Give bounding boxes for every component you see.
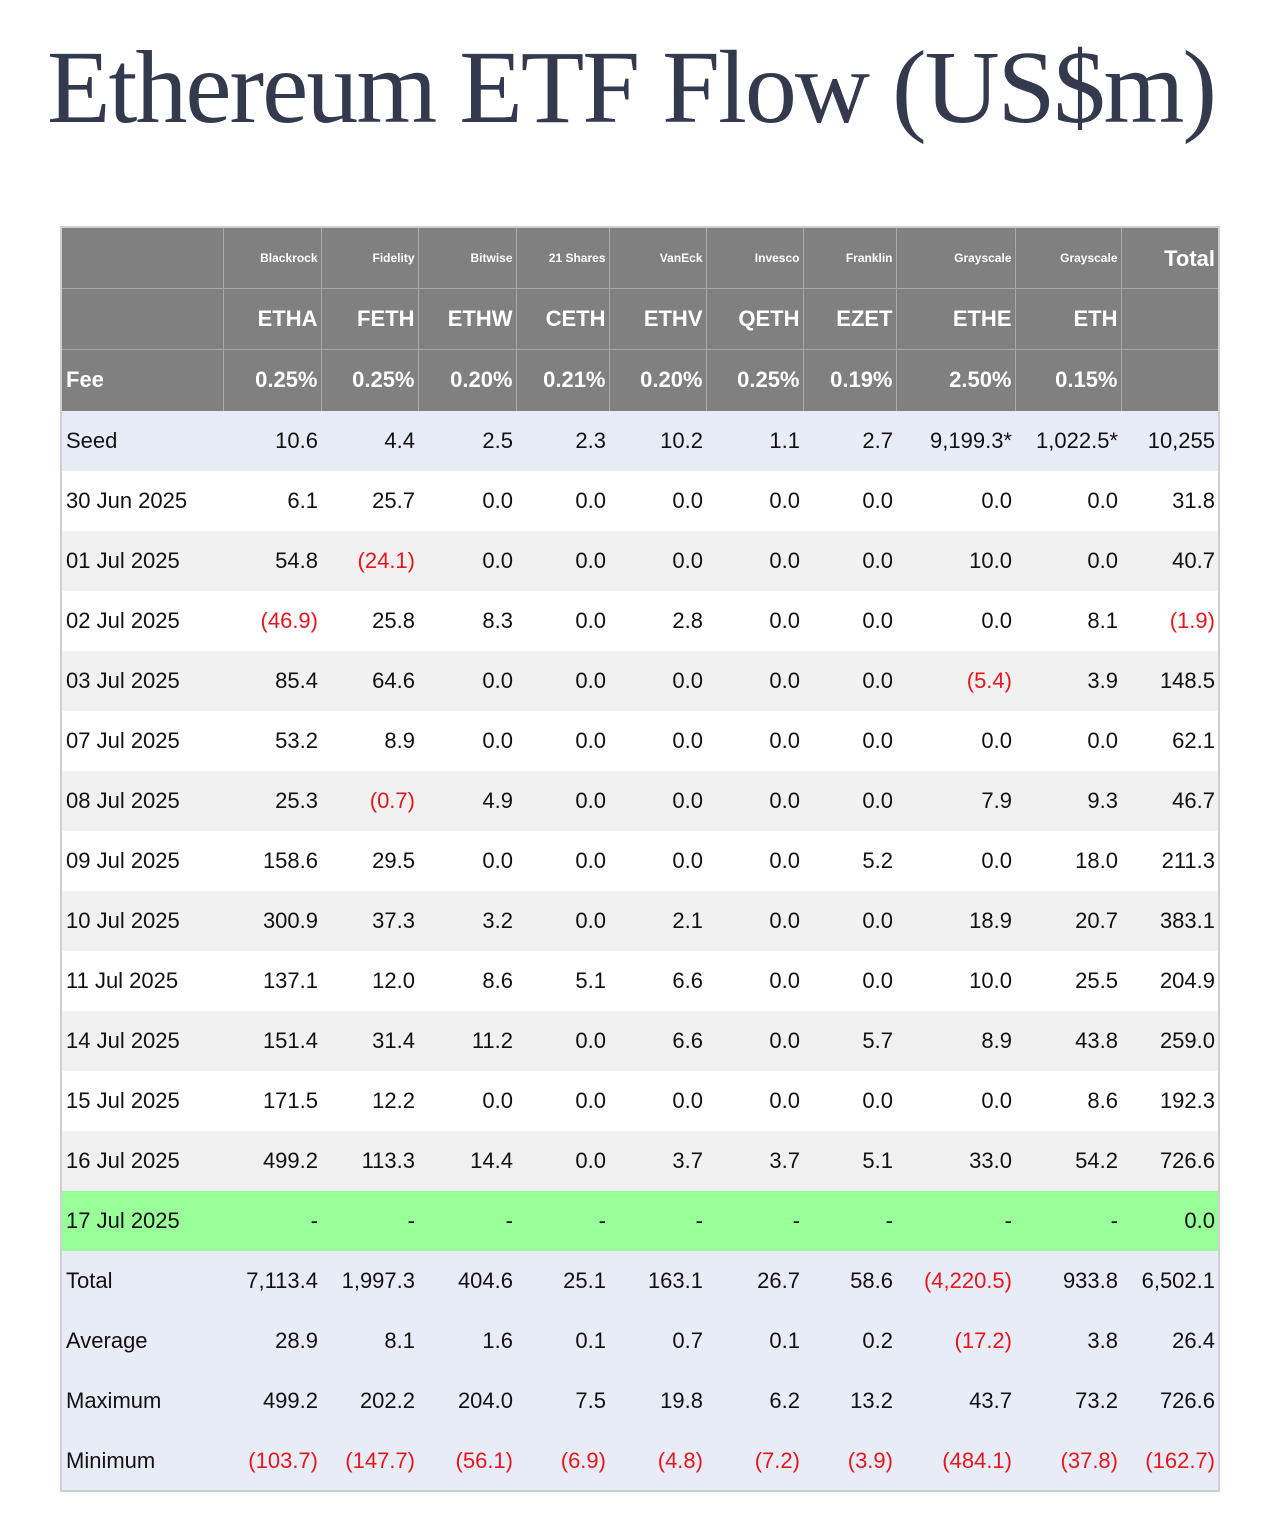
flow-cell: 11.2 <box>418 1011 516 1071</box>
flow-cell: (147.7) <box>321 1431 418 1491</box>
flow-cell: 12.0 <box>321 951 418 1011</box>
flow-cell: - <box>418 1191 516 1251</box>
flow-cell: 0.0 <box>706 831 803 891</box>
row-label: 11 Jul 2025 <box>61 951 223 1011</box>
flow-cell: 0.0 <box>706 591 803 651</box>
flow-cell: 18.9 <box>896 891 1015 951</box>
flow-cell: 0.0 <box>609 1071 706 1131</box>
flow-cell: 0.0 <box>418 531 516 591</box>
flow-cell: 137.1 <box>223 951 321 1011</box>
flow-cell: 0.0 <box>1015 531 1121 591</box>
fee-value: 0.15% <box>1015 349 1121 411</box>
flow-cell: (56.1) <box>418 1431 516 1491</box>
fee-value: 2.50% <box>896 349 1015 411</box>
flow-cell: 0.0 <box>706 471 803 531</box>
row-total-cell: 726.6 <box>1121 1131 1219 1191</box>
flow-cell: 5.2 <box>803 831 896 891</box>
flow-cell: 5.1 <box>516 951 609 1011</box>
table-row <box>61 411 1219 471</box>
flow-cell: (17.2) <box>896 1311 1015 1371</box>
flow-cell: 0.0 <box>609 471 706 531</box>
flow-cell: 7.9 <box>896 771 1015 831</box>
flow-cell: 54.2 <box>1015 1131 1121 1191</box>
flow-cell: 0.2 <box>803 1311 896 1371</box>
flow-cell: 0.0 <box>803 771 896 831</box>
table-row <box>61 591 1219 651</box>
issuer-header: 21 Shares <box>516 227 609 288</box>
issuer-header: Bitwise <box>418 227 516 288</box>
flow-cell: 0.0 <box>516 711 609 771</box>
flow-cell: 0.0 <box>516 471 609 531</box>
flow-cell: 0.0 <box>1015 711 1121 771</box>
flow-cell: 0.0 <box>896 1071 1015 1131</box>
row-total-cell: 26.4 <box>1121 1311 1219 1371</box>
flow-cell: 7.5 <box>516 1371 609 1431</box>
flow-cell: 8.3 <box>418 591 516 651</box>
flow-cell: 1,997.3 <box>321 1251 418 1311</box>
fee-value: 0.21% <box>516 349 609 411</box>
flow-cell: 0.0 <box>516 891 609 951</box>
flow-cell: 7,113.4 <box>223 1251 321 1311</box>
flow-cell: 158.6 <box>223 831 321 891</box>
flow-cell: 0.0 <box>1015 471 1121 531</box>
flow-cell: 0.0 <box>706 711 803 771</box>
issuer-header: Invesco <box>706 227 803 288</box>
flow-cell: 0.0 <box>516 831 609 891</box>
fee-value: 0.25% <box>321 349 418 411</box>
flow-cell: 171.5 <box>223 1071 321 1131</box>
flow-cell: 8.6 <box>418 951 516 1011</box>
flow-cell: (24.1) <box>321 531 418 591</box>
row-label: 03 Jul 2025 <box>61 651 223 711</box>
flow-cell: 10.2 <box>609 411 706 471</box>
flow-cell: 3.9 <box>1015 651 1121 711</box>
flow-cell: 4.9 <box>418 771 516 831</box>
flow-cell: 10.0 <box>896 531 1015 591</box>
table-row <box>61 1431 1219 1491</box>
flow-cell: 29.5 <box>321 831 418 891</box>
flow-cell: (0.7) <box>321 771 418 831</box>
flow-cell: 54.8 <box>223 531 321 591</box>
ticker-corner-cell <box>61 288 223 349</box>
flow-cell: 0.0 <box>896 831 1015 891</box>
table-row <box>61 471 1219 531</box>
flow-cell: 0.0 <box>418 711 516 771</box>
flow-cell: 5.7 <box>803 1011 896 1071</box>
row-total-cell: 383.1 <box>1121 891 1219 951</box>
flow-cell: 933.8 <box>1015 1251 1121 1311</box>
table-row <box>61 1251 1219 1311</box>
flow-cell: 0.0 <box>706 891 803 951</box>
flow-cell: 1.1 <box>706 411 803 471</box>
flow-cell: 2.1 <box>609 891 706 951</box>
flow-cell: 25.7 <box>321 471 418 531</box>
flow-cell: (7.2) <box>706 1431 803 1491</box>
row-label: 08 Jul 2025 <box>61 771 223 831</box>
flow-cell: 0.7 <box>609 1311 706 1371</box>
flow-cell: - <box>609 1191 706 1251</box>
flow-cell: (37.8) <box>1015 1431 1121 1491</box>
issuer-header: Grayscale <box>896 227 1015 288</box>
fee-value: 0.25% <box>223 349 321 411</box>
flow-cell: 0.0 <box>706 651 803 711</box>
ticker-header: ETHE <box>896 288 1015 349</box>
flow-cell: 1,022.5* <box>1015 411 1121 471</box>
flow-cell: 43.7 <box>896 1371 1015 1431</box>
table-row <box>61 891 1219 951</box>
flow-cell: (103.7) <box>223 1431 321 1491</box>
flow-cell: 25.3 <box>223 771 321 831</box>
flow-cell: 64.6 <box>321 651 418 711</box>
flow-cell: 204.0 <box>418 1371 516 1431</box>
flow-cell: 2.5 <box>418 411 516 471</box>
flow-cell: 3.8 <box>1015 1311 1121 1371</box>
row-total-cell: 148.5 <box>1121 651 1219 711</box>
fee-header-row <box>61 349 1219 411</box>
flow-cell: 0.0 <box>609 771 706 831</box>
flow-cell: 0.0 <box>803 711 896 771</box>
flow-cell: 58.6 <box>803 1251 896 1311</box>
flow-cell: (3.9) <box>803 1431 896 1491</box>
flow-cell: 43.8 <box>1015 1011 1121 1071</box>
flow-cell: 2.3 <box>516 411 609 471</box>
flow-cell: 13.2 <box>803 1371 896 1431</box>
flow-cell: 6.6 <box>609 951 706 1011</box>
ticker-header: ETHW <box>418 288 516 349</box>
flow-cell: 0.0 <box>418 471 516 531</box>
flow-cell: 8.9 <box>896 1011 1015 1071</box>
etf-flow-table <box>60 226 1220 1492</box>
flow-cell: 12.2 <box>321 1071 418 1131</box>
row-total-cell: 211.3 <box>1121 831 1219 891</box>
flow-cell: 0.0 <box>896 711 1015 771</box>
flow-cell: 0.0 <box>609 711 706 771</box>
flow-cell: 10.6 <box>223 411 321 471</box>
flow-cell: 300.9 <box>223 891 321 951</box>
flow-cell: 9,199.3* <box>896 411 1015 471</box>
table-row <box>61 531 1219 591</box>
flow-cell: 163.1 <box>609 1251 706 1311</box>
flow-cell: 0.0 <box>706 531 803 591</box>
flow-cell: - <box>223 1191 321 1251</box>
flow-cell: 0.0 <box>516 651 609 711</box>
row-label: Maximum <box>61 1371 223 1431</box>
table-row <box>61 1311 1219 1371</box>
flow-cell: 14.4 <box>418 1131 516 1191</box>
ticker-header: ETH <box>1015 288 1121 349</box>
flow-cell: (4,220.5) <box>896 1251 1015 1311</box>
ticker-header: ETHA <box>223 288 321 349</box>
row-total-cell: 204.9 <box>1121 951 1219 1011</box>
row-label: 09 Jul 2025 <box>61 831 223 891</box>
flow-cell: 1.6 <box>418 1311 516 1371</box>
flow-cell: 37.3 <box>321 891 418 951</box>
row-label: 16 Jul 2025 <box>61 1131 223 1191</box>
row-total-cell: 0.0 <box>1121 1191 1219 1251</box>
row-label: 01 Jul 2025 <box>61 531 223 591</box>
flow-cell: - <box>803 1191 896 1251</box>
flow-cell: 4.4 <box>321 411 418 471</box>
flow-cell: (484.1) <box>896 1431 1015 1491</box>
ticker-total-blank <box>1121 288 1219 349</box>
flow-cell: 8.1 <box>321 1311 418 1371</box>
flow-cell: 9.3 <box>1015 771 1121 831</box>
flow-cell: 0.0 <box>516 591 609 651</box>
flow-cell: 0.0 <box>706 771 803 831</box>
flow-cell: 20.7 <box>1015 891 1121 951</box>
flow-cell: 0.0 <box>896 471 1015 531</box>
flow-cell: 6.6 <box>609 1011 706 1071</box>
flow-cell: 0.0 <box>803 951 896 1011</box>
flow-cell: 0.0 <box>516 1131 609 1191</box>
flow-cell: 0.0 <box>896 591 1015 651</box>
total-header: Total <box>1121 227 1219 288</box>
issuer-header: Blackrock <box>223 227 321 288</box>
flow-cell: 0.0 <box>803 471 896 531</box>
table-row <box>61 771 1219 831</box>
flow-cell: 8.9 <box>321 711 418 771</box>
table-row <box>61 711 1219 771</box>
table-row <box>61 1371 1219 1431</box>
flow-cell: 10.0 <box>896 951 1015 1011</box>
table-row <box>61 651 1219 711</box>
flow-cell: (46.9) <box>223 591 321 651</box>
row-label: 07 Jul 2025 <box>61 711 223 771</box>
row-label: Seed <box>61 411 223 471</box>
row-total-cell: 259.0 <box>1121 1011 1219 1071</box>
page-title: Ethereum ETF Flow (US$m) <box>46 30 1216 145</box>
flow-cell: 0.0 <box>516 771 609 831</box>
row-label: Total <box>61 1251 223 1311</box>
issuer-header: Franklin <box>803 227 896 288</box>
row-total-cell: 31.8 <box>1121 471 1219 531</box>
flow-cell: 53.2 <box>223 711 321 771</box>
row-total-cell: (1.9) <box>1121 591 1219 651</box>
flow-cell: - <box>896 1191 1015 1251</box>
flow-cell: 19.8 <box>609 1371 706 1431</box>
row-total-cell: 6,502.1 <box>1121 1251 1219 1311</box>
row-label: 30 Jun 2025 <box>61 471 223 531</box>
row-label: 15 Jul 2025 <box>61 1071 223 1131</box>
row-label: 17 Jul 2025 <box>61 1191 223 1251</box>
ticker-header: FETH <box>321 288 418 349</box>
flow-cell: - <box>516 1191 609 1251</box>
row-total-cell: (162.7) <box>1121 1431 1219 1491</box>
flow-cell: 73.2 <box>1015 1371 1121 1431</box>
flow-cell: 113.3 <box>321 1131 418 1191</box>
flow-cell: 0.0 <box>803 531 896 591</box>
flow-cell: 8.6 <box>1015 1071 1121 1131</box>
flow-cell: 5.1 <box>803 1131 896 1191</box>
flow-cell: 0.0 <box>609 831 706 891</box>
ticker-header: ETHV <box>609 288 706 349</box>
fee-value: 0.20% <box>609 349 706 411</box>
flow-cell: 3.7 <box>706 1131 803 1191</box>
row-total-cell: 192.3 <box>1121 1071 1219 1131</box>
flow-cell: 8.1 <box>1015 591 1121 651</box>
flow-cell: 18.0 <box>1015 831 1121 891</box>
flow-cell: 33.0 <box>896 1131 1015 1191</box>
ticker-header-row <box>61 288 1219 349</box>
flow-cell: (4.8) <box>609 1431 706 1491</box>
flow-cell: 0.0 <box>706 1011 803 1071</box>
flow-cell: 6.1 <box>223 471 321 531</box>
row-label: 02 Jul 2025 <box>61 591 223 651</box>
row-total-cell: 40.7 <box>1121 531 1219 591</box>
flow-cell: 0.0 <box>803 891 896 951</box>
flow-cell: - <box>706 1191 803 1251</box>
flow-cell: 3.7 <box>609 1131 706 1191</box>
flow-cell: 0.0 <box>803 651 896 711</box>
row-label: 10 Jul 2025 <box>61 891 223 951</box>
flow-cell: 0.0 <box>706 951 803 1011</box>
flow-cell: 26.7 <box>706 1251 803 1311</box>
table-row <box>61 1011 1219 1071</box>
row-total-cell: 726.6 <box>1121 1371 1219 1431</box>
header-corner-cell <box>61 227 223 288</box>
flow-cell: 3.2 <box>418 891 516 951</box>
ticker-header: CETH <box>516 288 609 349</box>
flow-cell: 0.0 <box>609 531 706 591</box>
ticker-header: QETH <box>706 288 803 349</box>
issuer-header: VanEck <box>609 227 706 288</box>
flow-cell: 404.6 <box>418 1251 516 1311</box>
row-total-cell: 62.1 <box>1121 711 1219 771</box>
flow-cell: (5.4) <box>896 651 1015 711</box>
fee-value: 0.20% <box>418 349 516 411</box>
row-label: 14 Jul 2025 <box>61 1011 223 1071</box>
fee-label: Fee <box>61 349 223 411</box>
fee-total-blank <box>1121 349 1219 411</box>
issuer-header: Fidelity <box>321 227 418 288</box>
row-total-cell: 46.7 <box>1121 771 1219 831</box>
row-label: Average <box>61 1311 223 1371</box>
table-row <box>61 1071 1219 1131</box>
flow-cell: (6.9) <box>516 1431 609 1491</box>
flow-cell: 0.0 <box>516 1071 609 1131</box>
flow-cell: 2.7 <box>803 411 896 471</box>
flow-cell: 0.0 <box>516 531 609 591</box>
issuer-header-row <box>61 227 1219 288</box>
row-total-cell: 10,255 <box>1121 411 1219 471</box>
flow-cell: 499.2 <box>223 1131 321 1191</box>
flow-cell: 202.2 <box>321 1371 418 1431</box>
fee-value: 0.25% <box>706 349 803 411</box>
flow-cell: 25.5 <box>1015 951 1121 1011</box>
table-row <box>61 951 1219 1011</box>
flow-cell: 0.0 <box>803 1071 896 1131</box>
flow-cell: - <box>321 1191 418 1251</box>
flow-cell: - <box>1015 1191 1121 1251</box>
ticker-header: EZET <box>803 288 896 349</box>
flow-cell: 85.4 <box>223 651 321 711</box>
flow-cell: 0.1 <box>516 1311 609 1371</box>
fee-value: 0.19% <box>803 349 896 411</box>
flow-cell: 0.0 <box>418 651 516 711</box>
flow-cell: 0.0 <box>706 1071 803 1131</box>
table-row <box>61 1131 1219 1191</box>
row-label: Minimum <box>61 1431 223 1491</box>
flow-cell: 6.2 <box>706 1371 803 1431</box>
flow-cell: 0.0 <box>803 591 896 651</box>
flow-cell: 2.8 <box>609 591 706 651</box>
flow-cell: 0.1 <box>706 1311 803 1371</box>
flow-cell: 0.0 <box>609 651 706 711</box>
flow-cell: 25.8 <box>321 591 418 651</box>
flow-cell: 0.0 <box>418 831 516 891</box>
table-row <box>61 831 1219 891</box>
flow-cell: 151.4 <box>223 1011 321 1071</box>
flow-cell: 0.0 <box>418 1071 516 1131</box>
flow-cell: 499.2 <box>223 1371 321 1431</box>
table-row <box>61 1191 1219 1251</box>
flow-cell: 28.9 <box>223 1311 321 1371</box>
flow-cell: 25.1 <box>516 1251 609 1311</box>
flow-cell: 0.0 <box>516 1011 609 1071</box>
issuer-header: Grayscale <box>1015 227 1121 288</box>
flow-cell: 31.4 <box>321 1011 418 1071</box>
